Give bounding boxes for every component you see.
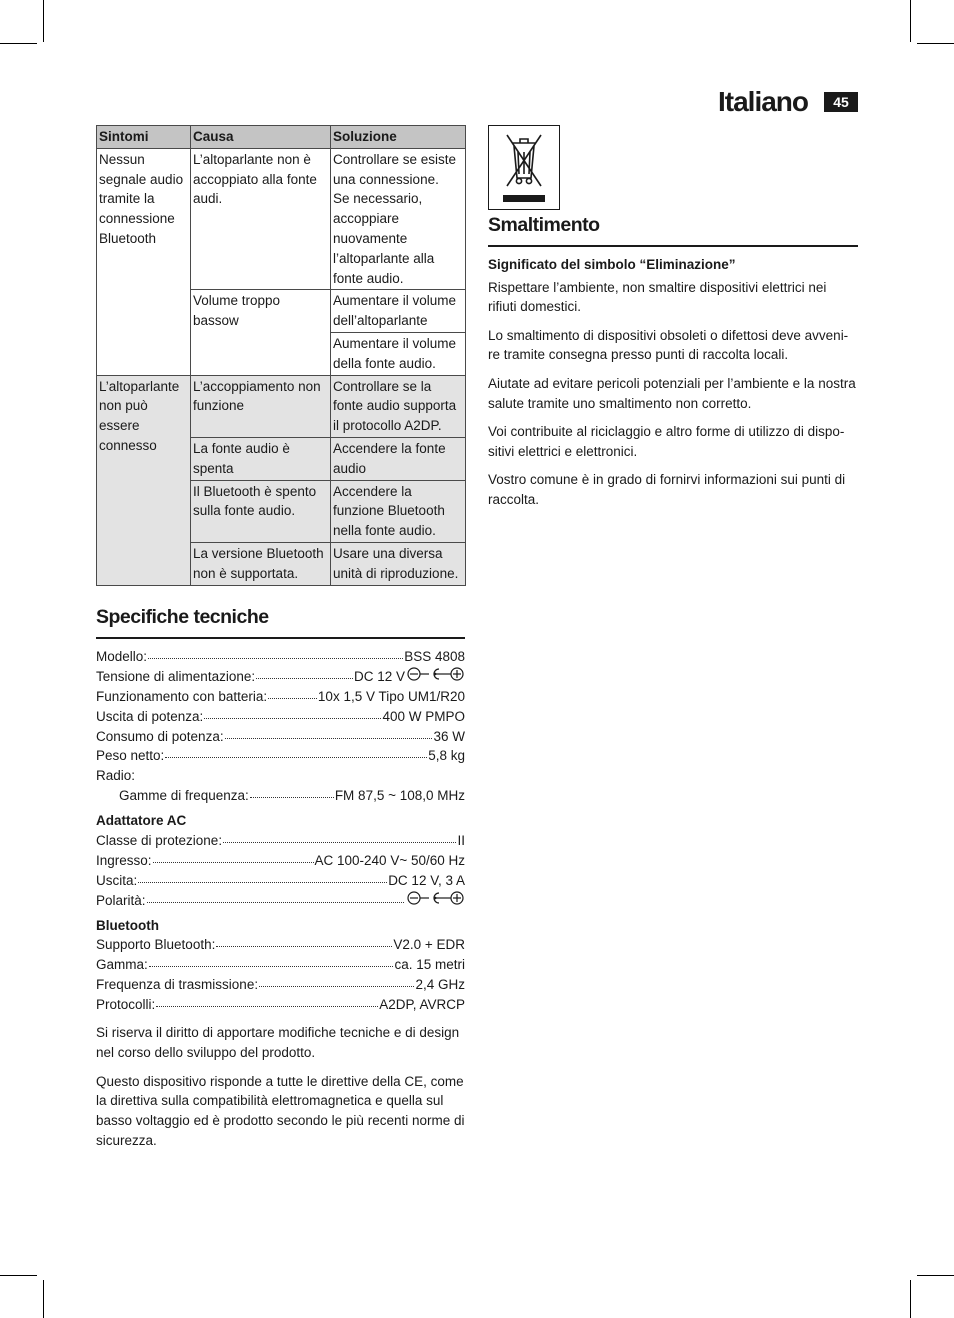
spec-value: DC 12 V, 3 A	[388, 872, 465, 888]
spec-label: Frequenza di trasmissione:	[96, 977, 259, 993]
spec-label: Classe di protezione:	[96, 833, 223, 849]
polarity-icon	[407, 891, 465, 905]
spec-label: Modello:	[96, 649, 148, 664]
dot-leader	[256, 667, 353, 679]
column-header-solution: Soluzione	[331, 126, 466, 149]
bluetooth-heading: Bluetooth	[96, 917, 159, 933]
solution-cell	[331, 148, 466, 290]
spec-label: Radio:	[96, 768, 136, 784]
spec-value: 2,4 GHz	[415, 977, 465, 993]
spec-label: Gamme di frequenza:	[119, 788, 249, 804]
solution-cell	[331, 375, 466, 437]
spec-row-weight	[96, 746, 465, 766]
symptom-cell	[97, 148, 191, 375]
spec-label: Peso netto:	[96, 748, 165, 764]
spec-label: Ingresso:	[96, 852, 152, 868]
spec-value: 400 W PMPO	[382, 708, 465, 724]
spec-label: Gamma:	[96, 957, 148, 973]
spec-value: V2.0 + EDR	[393, 937, 465, 953]
cause-cell	[191, 290, 331, 375]
solution-text: Controllare se la fonte audio supporta il protocollo A2DP.	[333, 378, 457, 434]
dot-leader	[204, 707, 381, 719]
spec-row-bt-protocols	[96, 995, 465, 1015]
column-header-cause: Causa	[191, 126, 331, 149]
solution-cell	[331, 332, 466, 375]
spec-row-output-power	[96, 707, 465, 727]
disposal-paragraph: Aiutate ad evitare pericoli potenziali per l’ambiente e la nostra salute tramite uno smaltimento non corretto.	[488, 375, 856, 411]
spec-label: Polarità:	[96, 892, 146, 908]
specs-divider	[96, 637, 465, 639]
specs-heading: Specifiche tecniche	[96, 606, 269, 628]
note-paragraph: Questo dispositivo risponde a tutte le direttive della CE, come la direttiva sulla compatibilità elettromagnetica e quella sul basso voltaggio ed è prodotto secondo le più recenti norme di sicurezza.	[96, 1073, 465, 1149]
solution-text: Accendere la fonte audio	[333, 440, 446, 476]
disposal-paragraph: Lo smaltimento di dispositivi obsoleti o difettosi deve avveni-re tramite consegna presso punti di raccolta locali.	[488, 327, 849, 363]
dot-leader	[259, 975, 414, 987]
spec-row-polarity	[96, 891, 465, 911]
dot-leader	[268, 687, 317, 699]
symptom-text: Nessun segnale audio tramite la connessione Bluetooth	[99, 151, 184, 246]
table-row	[97, 375, 466, 437]
solution-text: Usare una diversa unità di riproduzione.	[333, 545, 459, 581]
dot-leader	[250, 786, 334, 798]
symptom-cell	[97, 375, 191, 585]
cause-text: La fonte audio è spenta	[193, 440, 290, 476]
spec-row-protection-class	[96, 831, 465, 851]
symptom-text: L’altoparlante non può essere connesso	[99, 378, 180, 453]
spec-label: Funzionamento con batteria:	[96, 688, 268, 704]
spec-label: Protocolli:	[96, 997, 156, 1013]
cause-cell	[191, 480, 331, 542]
spec-row-battery	[96, 687, 465, 707]
table-row	[97, 148, 466, 290]
crop-mark	[0, 1275, 37, 1276]
spec-value: A2DP, AVRCP	[379, 997, 465, 1013]
spec-value: ca. 15 metri	[394, 957, 465, 973]
spec-row-voltage	[96, 667, 465, 687]
spec-row-bt-range	[96, 955, 465, 975]
crop-mark	[43, 0, 44, 42]
spec-value: AC 100-240 V~ 50/60 Hz	[314, 852, 465, 868]
solution-text: Accendere la funzione Bluetooth nella fonte audio.	[333, 483, 445, 539]
cause-text: Volume troppo bassow	[193, 293, 281, 329]
cause-cell	[191, 148, 331, 290]
solution-cell	[331, 542, 466, 585]
spec-label: Supporto Bluetooth:	[96, 937, 216, 953]
solution-cell	[331, 437, 466, 480]
spec-row-power-consumption	[96, 727, 465, 747]
disposal-paragraph: Rispettare l’ambiente, non smaltire dispositivi elettrici nei rifiuti domestici.	[488, 279, 827, 315]
dot-leader	[223, 831, 456, 843]
crop-mark	[43, 1280, 44, 1318]
disposal-text	[488, 255, 858, 519]
disposal-paragraph: Vostro comune è in grado di fornirvi informazioni sui punti di raccolta.	[488, 472, 846, 507]
spec-label: Uscita:	[96, 872, 138, 888]
spec-row-frequency-band	[96, 786, 465, 806]
spec-label: Tensione di alimentazione:	[96, 668, 256, 684]
spec-value: II	[457, 833, 465, 849]
page-number: 45	[824, 92, 858, 112]
cause-text: La versione Bluetooth non è supportata.	[193, 545, 324, 581]
cause-cell	[191, 542, 331, 585]
dot-leader	[153, 851, 314, 863]
dot-leader	[148, 647, 403, 659]
spec-value: 36 W	[433, 728, 465, 744]
solution-cell	[331, 480, 466, 542]
spec-row-bt-frequency	[96, 975, 465, 995]
spec-value: 10x 1,5 V Tipo UM1/R20	[317, 688, 465, 704]
ac-adapter-heading: Adattatore AC	[96, 813, 187, 829]
crop-mark	[0, 43, 37, 44]
spec-row-radio	[96, 766, 465, 786]
polarity-icon	[407, 667, 465, 681]
dot-leader	[156, 995, 378, 1007]
spec-row-bt-support	[96, 935, 465, 955]
crossed-out-wheelie-bin-icon	[488, 125, 560, 210]
crop-mark	[917, 43, 954, 44]
spec-value: DC 12 V	[353, 668, 405, 684]
column-header-symptoms: Sintomi	[97, 126, 191, 149]
dot-leader	[147, 891, 404, 903]
cause-cell	[191, 375, 331, 437]
spec-row-input	[96, 851, 465, 871]
disposal-paragraph: Voi contribuite al riciclaggio e altro forme di utilizzo di dispo-sitivi elettrici e elettronici.	[488, 424, 845, 459]
dot-leader	[216, 935, 392, 947]
cause-text: L’altoparlante non è accoppiato alla fonte audi.	[193, 151, 317, 207]
cause-text: L’accoppiamento non funzione	[193, 378, 321, 414]
spec-value: BSS 4808	[404, 649, 465, 664]
spec-row-output	[96, 871, 465, 891]
note-paragraph: Si riserva il diritto di apportare modifiche tecniche e di design nel corso dello sviluppo del prodotto.	[96, 1025, 460, 1060]
crop-mark	[917, 1275, 954, 1276]
specs-list	[96, 647, 465, 1151]
spec-label: Consumo di potenza:	[96, 728, 224, 744]
cause-text: Il Bluetooth è spento sulla fonte audio.	[193, 483, 317, 519]
spec-value: 5,8 kg	[428, 748, 465, 764]
table-header-row	[97, 126, 466, 149]
spec-label: Uscita di potenza:	[96, 708, 204, 724]
cause-cell	[191, 437, 331, 480]
troubleshooting-table	[96, 125, 466, 586]
dot-leader	[138, 871, 387, 883]
page-language-title: Italiano	[717, 86, 808, 117]
solution-text: Controllare se esiste una connessione. Se necessario, accoppiare nuovamente l’altoparlante alla fonte audio.	[333, 151, 457, 286]
solution-text: Aumentare il volume dell’altoparlante	[333, 293, 457, 329]
dot-leader	[149, 955, 394, 967]
crop-mark	[910, 1280, 911, 1318]
solution-cell	[331, 290, 466, 333]
spec-row-model	[96, 647, 465, 667]
disposal-subheading: Significato del simbolo “Eliminazione”	[488, 257, 736, 272]
disposal-divider	[488, 245, 858, 247]
solution-text: Aumentare il volume della fonte audio.	[333, 335, 457, 371]
dot-leader	[225, 727, 433, 739]
crop-mark	[910, 0, 911, 42]
disposal-heading: Smaltimento	[488, 214, 600, 236]
dot-leader	[165, 746, 427, 758]
spec-value: FM 87,5 ~ 108,0 MHz	[334, 788, 465, 804]
